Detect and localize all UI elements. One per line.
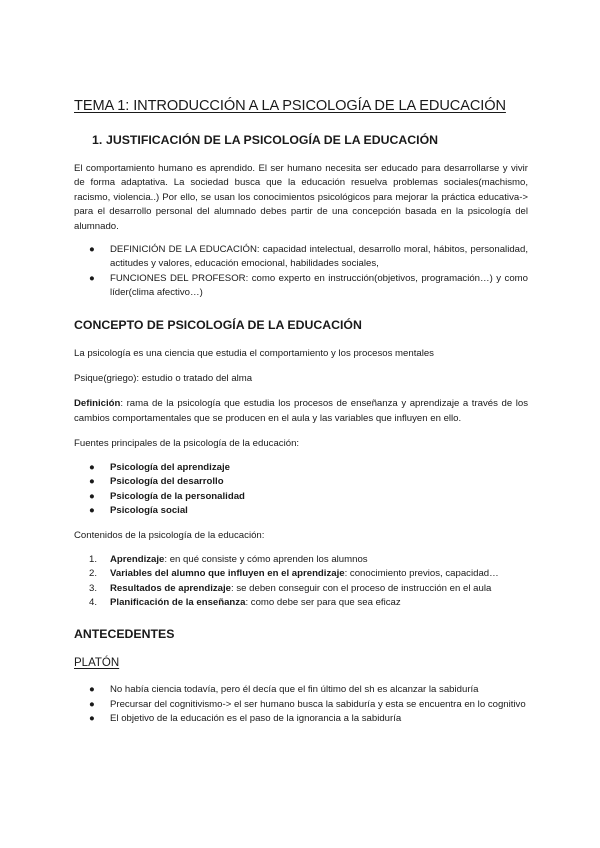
bullet-icon: ● — [89, 461, 95, 473]
section-heading-text: JUSTIFICACIÓN DE LA PSICOLOGÍA DE LA EDUCACIÓN — [106, 133, 439, 147]
list-number: 3. — [89, 582, 98, 594]
list-item — [74, 504, 528, 518]
list-item — [74, 490, 528, 504]
list-item-text: : se deben conseguir con el proceso de instrucción en el aula — [231, 582, 492, 594]
justificacion-paragraph: El comportamiento humano es aprendido. El ser humano necesita ser educado para desarrollarse y vivir de forma adaptativa. La sociedad busca que la educación resuelva problemas sociales(machismo, racismo, violencia..) Por ello, se usan los conocimientos psicológicos para mejorar la práctica educativa-> para el desarrollo personal del alumnado debes partir de una concepción basada en la psicología del alumnado. — [74, 163, 528, 232]
list-item — [74, 461, 528, 475]
definition-text: : rama de la psicología que estudia los procesos de enseñanza y aprendizaje a través de los cambios comportamentales que se producen en el aula y las variables que influyen en ello. — [74, 398, 528, 424]
subheading-platon: PLATÓN — [74, 657, 120, 670]
document-title: TEMA 1: INTRODUCCIÓN A LA PSICOLOGÍA DE LA EDUCACIÓN — [74, 98, 506, 114]
section-justificacion-heading — [92, 132, 528, 148]
bullet-icon: ● — [89, 490, 95, 502]
justificacion-bullet-list — [74, 243, 528, 301]
contents-intro: Contenidos de la psicología de la educación: — [74, 530, 265, 542]
section-number: 1. — [92, 133, 103, 147]
sources-bullet-list — [74, 461, 528, 519]
platon-bullet-list — [74, 683, 528, 726]
list-item — [74, 272, 528, 301]
bullet-icon: ● — [89, 476, 95, 488]
list-item-label: Planificación de la enseñanza — [110, 596, 246, 608]
list-item-text: : en qué consiste y cómo aprenden los alumnos — [164, 553, 368, 565]
concepto-paragraph-2: Psique(griego): estudio o tratado del alma — [74, 373, 253, 385]
bullet-icon: ● — [89, 272, 95, 284]
list-item-label: Aprendizaje — [110, 553, 165, 565]
concepto-paragraph-1: La psicología es una ciencia que estudia el comportamiento y los procesos mentales — [74, 347, 434, 359]
list-item-text: Psicología social — [110, 504, 188, 516]
list-item-text: : como debe ser para que sea eficaz — [245, 596, 401, 608]
list-item — [74, 475, 528, 489]
list-item-text: Psicología del aprendizaje — [110, 461, 230, 473]
bullet-icon: ● — [89, 504, 95, 516]
section-antecedentes-heading: ANTECEDENTES — [74, 627, 175, 642]
definition-paragraph — [74, 397, 528, 426]
list-item — [74, 567, 528, 581]
list-item-text: Psicología del desarrollo — [110, 476, 224, 488]
list-item-text: No había ciencia todavía, pero él decía que el fin último del sh es alcanzar la sabiduría — [110, 684, 479, 696]
list-item-text: FUNCIONES DEL PROFESOR: como experto en instrucción(objetivos, programación…) y como líder(clima afectivo…) — [110, 272, 528, 299]
bullet-icon: ● — [89, 684, 95, 696]
list-item-text: DEFINICIÓN DE LA EDUCACIÓN: capacidad intelectual, desarrollo moral, hábitos, personalidad, actitudes y valores, educación emocional, habilidades sociales, — [110, 244, 528, 270]
list-item-text: Psicología de la personalidad — [110, 490, 245, 502]
list-item-label: Resultados de aprendizaje — [110, 582, 232, 594]
definition-label: Definición — [74, 398, 121, 410]
list-item — [74, 712, 528, 726]
sources-intro: Fuentes principales de la psicología de la educación: — [74, 438, 300, 450]
list-item — [74, 683, 528, 697]
list-number: 4. — [89, 596, 98, 608]
list-number: 2. — [89, 568, 98, 580]
list-item — [74, 596, 528, 610]
bullet-icon: ● — [89, 244, 95, 256]
section-concepto-heading: CONCEPTO DE PSICOLOGÍA DE LA EDUCACIÓN — [74, 317, 362, 332]
bullet-icon: ● — [89, 698, 95, 710]
list-item — [74, 698, 528, 712]
contents-numbered-list — [74, 553, 528, 611]
list-item-text: Precursar del cognitivismo-> el ser humano busca la sabiduría y esta se encuentra en lo cognitivo — [110, 698, 526, 710]
list-item-text: El objetivo de la educación es el paso de la ignorancia a la sabiduría — [110, 713, 402, 725]
list-item — [74, 243, 528, 272]
list-item-text: : conocimiento previos, capacidad… — [344, 568, 499, 580]
list-item — [74, 582, 528, 596]
bullet-icon: ● — [89, 713, 95, 725]
list-item-label: Variables del alumno que influyen en el aprendizaje — [110, 568, 345, 580]
list-number: 1. — [89, 553, 98, 565]
list-item — [74, 553, 528, 567]
